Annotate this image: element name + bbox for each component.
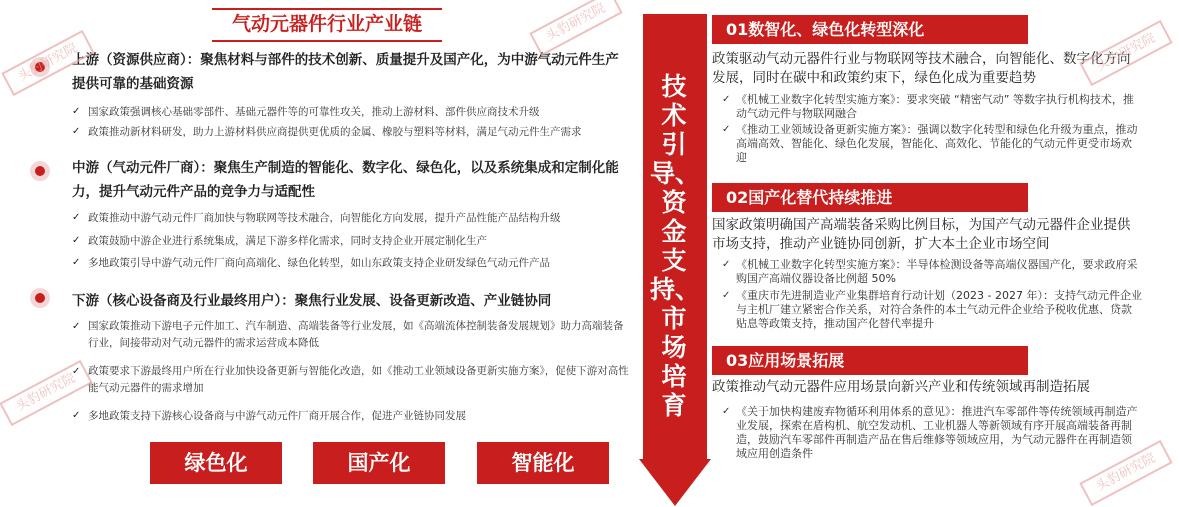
downstream-heading: 下游（核心设备商及行业最终用户）：聚焦行业发展、设备更新改造、产业链协同 — [72, 293, 552, 309]
section-02-bullet-2: ✓ 《重庆市先进制造业产业集群培育行动计划（2023 - 2027 年）：支持气动元件企业与主机厂建立紧密合作关系，对符合条件的本土气动元件企业给予税收优惠、贷款贴息等政策支持，推动国产化替代率提升 — [722, 289, 1142, 331]
arrow-caption: 技术引导、资金支持、市场培育 — [650, 72, 701, 420]
upstream-bullet-2: ✓ 政策推动新材料研发，助力上游材料供应商提供更优质的金属、橡胶与塑料等材料，满足气动元件生产需求 — [72, 124, 632, 140]
upstream-heading: 上游（资源供应商）：聚焦材料与部件的技术创新、质量提升及国产化，为中游气动元件生产提供可靠的基础资源 — [72, 52, 619, 92]
section-02-title: 02国产化替代持续推进 — [712, 183, 1028, 212]
watermark-stamp: 头豹研究院 — [1, 30, 94, 96]
midstream-bullet-1: ✓ 政策推动中游气动元件厂商加快与物联网等技术融合，向智能化方向发展，提升产品性能产品结构升级 — [72, 210, 632, 226]
downstream-bullet-1: ✓ 国家政策推动下游电子元件加工、汽车制造、高端装备等行业发展，如《高端流体控制装备发展规划》助力高端装备行业，间接带动对气动元器件的需求运营成本降低 — [72, 318, 632, 352]
section-01-paragraph: 政策驱动气动元器件行业与物联网等技术融合，向智能化、数字化方向发展，同时在碳中和政策约束下，绿色化成为重要趋势 — [712, 51, 1131, 86]
watermark-stamp: 头豹研究院 — [0, 360, 93, 426]
midstream-bullet-dot — [35, 166, 45, 176]
section-01-bullet-1: ✓ 《机械工业数字化转型实施方案》：要求突破 “精密气动” 等数字执行机构技术，推动气动元件与物联网融合 — [722, 93, 1142, 121]
section-01-bullet-2: ✓ 《推动工业领域设备更新实施方案》：强调以数字化转型和绿色化升级为重点，推动高端高效、智能化、绿色化发展，智能化、高效化、节能化的气动元件更受市场欢迎 — [722, 123, 1142, 165]
left-panel-title: 气动元器件行业产业链 — [212, 8, 442, 42]
midstream-bullet-3: ✓ 多地政策引导中游气动元件厂商向高端化、绿色化转型，如山东政策支持企业研发绿色气动元件产品 — [72, 255, 632, 271]
midstream-heading: 中游（气动元件厂商）：聚焦生产制造的智能化、数字化、绿色化，以及系统集成和定制化能力，提升气动元件产品的竞争力与适配性 — [72, 160, 619, 200]
tag-intelligent: 智能化 — [477, 442, 609, 484]
watermark-stamp: 头豹研究院 — [529, 0, 622, 56]
downstream-bullet-dot — [35, 293, 45, 303]
section-01-title: 01数智化、绿色化转型深化 — [712, 15, 1028, 44]
section-02-bullet-1: ✓ 《机械工业数字化转型实施方案》：半导体检测设备等高端仪器国产化，要求政府采购国产高端仪器设备比例超 50% — [722, 258, 1142, 286]
downstream-bullet-2: ✓ 政策要求下游最终用户所在行业加快设备更新与智能化改造，如《推动工业领域设备更新实施方案》，促使下游对高性能气动元器件的需求增加 — [72, 363, 632, 397]
section-03-title: 03应用场景拓展 — [712, 346, 1028, 375]
tag-localization: 国产化 — [313, 442, 445, 484]
section-03-bullet-1: ✓ 《关于加快构建废弃物循环利用体系的意见》：推进汽车零部件等传统领域再制造产业发展，探索在盾构机、航空发动机、工业机器人等新领域有序开展高端装备再制造，鼓励汽车零部件再制造产品在售后维修等领域应用，为气动元器件在再制造领域应用创造条件 — [722, 405, 1142, 461]
midstream-bullet-2: ✓ 政策鼓励中游企业进行系统集成，满足下游多样化需求，同时支持企业开展定制化生产 — [72, 233, 632, 249]
section-03-paragraph: 政策推动气动元器件应用场景向新兴产业和传统领域再制造拓展 — [712, 379, 1090, 395]
section-02-paragraph: 国家政策明确国产高端装备采购比例目标，为国产气动元器件企业提供市场支持，推动产业链协同创新，扩大本土企业市场空间 — [712, 217, 1131, 252]
upstream-bullet-1: ✓ 国家政策强调核心基础零部件、基础元器件等的可靠性攻关，推动上游材料、部件供应商技术升级 — [72, 104, 632, 120]
watermark-stamp: 头豹研究院 — [1079, 440, 1172, 506]
downstream-bullet-3: ✓ 多地政策支持下游核心设备商与中游气动元件厂商开展合作，促进产业链协同发展 — [72, 408, 632, 424]
tag-green: 绿色化 — [150, 442, 282, 484]
watermark-stamp: 头豹研究院 — [1079, 20, 1172, 86]
